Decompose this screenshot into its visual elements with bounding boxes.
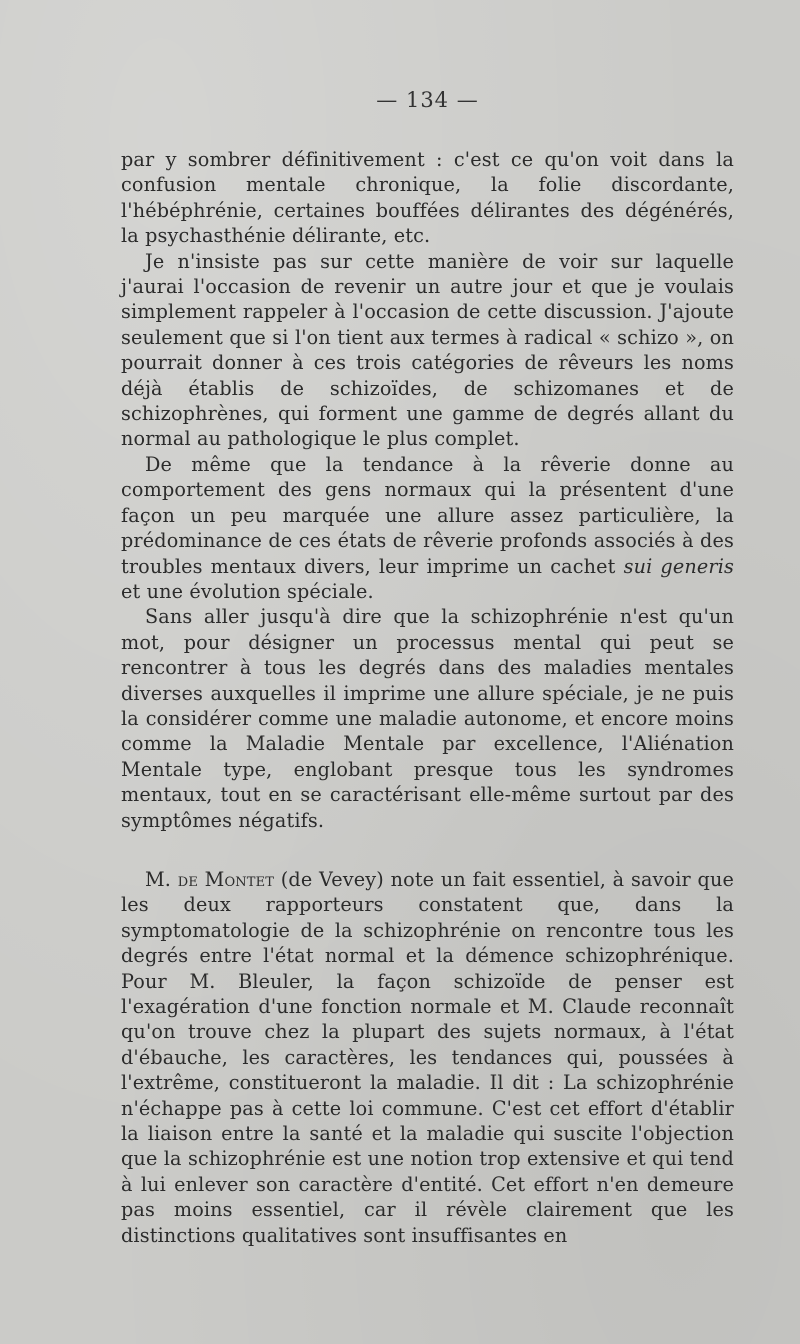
paragraph-1: par y sombrer définitivement : c'est ce qu'on voit dans la confusion mentale chronique, la folie discordante, l'hébéphrénie, certaines bouffées délirantes des dégénérés, la psychasthénie délirante, etc. (121, 148, 734, 248)
paragraph-2: Je n'insiste pas sur cette manière de voir sur laquelle j'aurai l'occasion de revenir un autre jour et que je voulais simplement rappeler à l'occasion de cette discussion. J'ajoute seulement que si l'on tient aux termes à radical « schizo », on pourrait donner à ces trois catégories de rêveurs les noms déjà établis de schizoïdes, de schizomanes et de schizophrènes, qui forment une gamme de degrés allant du normal au pathologique le plus complet. (121, 249, 734, 451)
paragraph-3-italic-phrase: sui generis (623, 554, 734, 578)
page-number: — 134 — (376, 88, 479, 112)
section-break (121, 833, 734, 867)
paragraph-3-text-end: et une évolution spéciale. (121, 579, 374, 603)
paragraph-3 (121, 452, 734, 604)
paragraph-5 (121, 867, 734, 1248)
paragraph-4: Sans aller jusqu'à dire que la schizophrénie n'est qu'un mot, pour désigner un processus mental qui peut se rencontrer à tous les degrés dans des maladies mentales diverses auxquelles il imprime une allure spéciale, je ne puis la considérer comme une maladie autonome, et encore moins comme la Maladie Mentale par excellence, l'Aliénation Mentale type, englobant presque tous les syndromes mentaux, tout en se caractérisant elle-même surtout par des symptômes négatifs. (121, 605, 734, 832)
paragraph-3-text-start: De même que la tendance à la rêverie donne au comportement des gens normaux qui la présentent d'une façon un peu marquée une allure assez particulière, la prédominance de ces états de rêverie profonds associés à des troubles mentaux divers, leur imprime un cachet (121, 452, 734, 578)
paragraph-5-text: (de Vevey) note un fait essentiel, à savoir que les deux rapporteurs constatent que, dans la symptomatologie de la schizophrénie on rencontre tous les degrés entre l'état normal et la démence schizophrénique. Pour M. Bleuler, la façon schizoïde de penser est l'exagération d'une fonction normale et M. Claude reconnaît qu'on trouve chez la plupart des sujets normaux, à l'état d'ébauche, les caractères, les tendances qui, poussées à l'extrême, constitueront la maladie. Il dit : La schizophrénie n'échappe pas à cette loi commune. C'est cet effort d'établir la liaison entre la santé et la maladie qui suscite l'objection que la schizophrénie est une notion trop extensive et qui tend à lui enlever son caractère d'entité. Cet effort n'en demeure pas moins essentiel, car il révèle clairement que les distinctions qualitatives sont insuffisantes en (121, 867, 735, 1247)
speaker-name: M. de Montet (145, 867, 275, 891)
